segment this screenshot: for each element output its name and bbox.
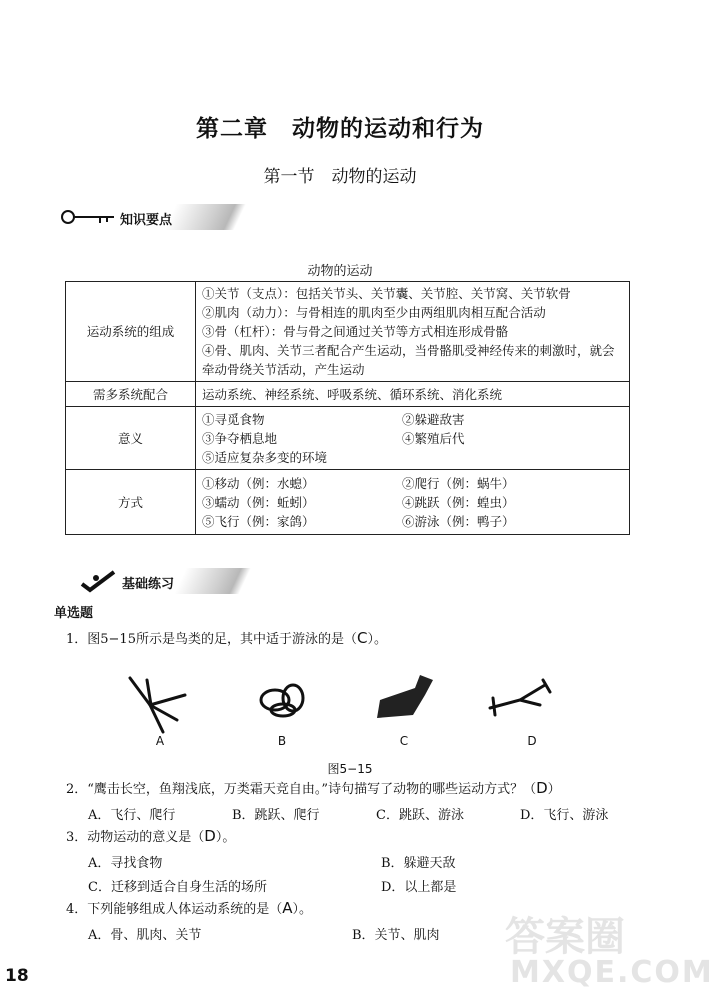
option: A．骨、肌肉、关节: [88, 928, 202, 943]
option: A．寻找食物: [88, 856, 163, 871]
option: D．以上都是: [381, 880, 457, 895]
foot-c-drawing: [377, 675, 433, 718]
page-number: 18: [5, 966, 29, 986]
option: D．飞行、游泳: [520, 808, 609, 823]
answer: C: [356, 629, 368, 647]
answer: D: [536, 779, 548, 797]
figure-label: A: [155, 734, 165, 748]
question-1: [66, 628, 387, 650]
practice-header: [80, 568, 250, 594]
figure-label: B: [277, 734, 287, 748]
knowledge-label: 知识要点: [120, 213, 173, 228]
question-stem: 1．图5−15所示是鸟类的足，其中适于游泳的是（: [66, 632, 357, 647]
table-row: [66, 470, 630, 535]
option: B．跳跃、爬行: [232, 808, 320, 823]
question-stem-end: ）: [547, 782, 561, 797]
cell: ④繁殖后代: [402, 430, 465, 446]
question-stem: 4．下列能够组成人体运动系统的是（: [66, 902, 283, 917]
question-2: [66, 778, 561, 800]
question-stem: 2．“鹰击长空，鱼翔浅底，万类霜天竞自由。”诗句描写了动物的哪些运动方式？（: [66, 782, 537, 797]
option: A．飞行、爬行: [88, 808, 176, 823]
table-title: 动物的运动: [307, 264, 373, 279]
watermark-url: MXQE.COM: [510, 955, 714, 990]
option: B．关节、肌肉: [352, 928, 440, 943]
row-head: 意义: [66, 407, 196, 470]
option: B．躲避天敌: [381, 856, 456, 871]
cell: ④跳跃（例：蝗虫）: [402, 494, 515, 510]
cell: ①寻觅食物: [202, 411, 265, 427]
key-icon: [60, 209, 116, 225]
knowledge-header: [60, 204, 250, 230]
question-stem-end: ）。: [215, 830, 236, 845]
row-head: 需多系统配合: [66, 382, 196, 407]
option: C．迁移到适合自身生活的场所: [88, 880, 267, 895]
table-row: [66, 407, 630, 470]
question-stem-end: ）。: [367, 632, 387, 647]
chapter-title: 第二章 动物的运动和行为: [196, 116, 484, 142]
question-4: [66, 898, 312, 920]
line: ③骨（杠杆）：骨与骨之间通过关节等方式相连形成骨骼: [202, 324, 509, 339]
cell: ①移动（例：水螅）: [202, 475, 315, 491]
question-stem-end: ）。: [292, 902, 313, 917]
bird-feet-figure: [115, 670, 555, 735]
single-choice-label: 单选题: [54, 606, 94, 621]
checkmark-icon: [80, 570, 116, 594]
row-content: [196, 282, 630, 382]
figure-caption: 图5−15: [327, 762, 373, 776]
figure-label: C: [399, 734, 409, 748]
section-title: 第一节 动物的运动: [263, 167, 417, 187]
table-row: [66, 282, 630, 382]
practice-label: 基础练习: [122, 577, 175, 592]
row-content: [196, 407, 630, 470]
cell: ⑤适应复杂多变的环境: [202, 449, 328, 465]
answer: D: [204, 827, 216, 845]
watermark-logo: 答案圈: [505, 914, 625, 960]
cell: ③争夺栖息地: [202, 430, 278, 446]
cell: ②爬行（例：蜗牛）: [402, 475, 515, 491]
line: ②肌肉（动力）：与骨相连的肌肉至少由两组肌肉相互配合活动: [202, 305, 546, 320]
answer: A: [282, 899, 293, 917]
row-head: 运动系统的组成: [66, 282, 196, 382]
figure-label: D: [527, 734, 537, 748]
line: ④骨、肌肉、关节三者配合产生运动，当骨骼肌受神经传来的刺激时，就会牵动骨绕关节活动，产生运动: [202, 343, 615, 377]
option: C．跳跃、游泳: [376, 808, 464, 823]
cell: ③蠕动（例：蚯蚓）: [202, 494, 315, 510]
knowledge-table: [65, 281, 630, 535]
table-row: [66, 382, 630, 407]
question-stem: 3．动物运动的意义是（: [66, 830, 205, 845]
cell: ⑥游泳（例：鸭子）: [402, 513, 515, 529]
foot-d-drawing: [490, 680, 550, 715]
row-head: 方式: [66, 470, 196, 535]
foot-b-drawing: [261, 685, 303, 716]
cell: ②躲避敌害: [402, 411, 465, 427]
row-content: [196, 470, 630, 535]
row-content: 运动系统、神经系统、呼吸系统、循环系统、消化系统: [196, 382, 630, 407]
cell: ⑤飞行（例：家鸽）: [202, 513, 315, 529]
line: ①关节（支点）：包括关节头、关节囊、关节腔、关节窝、关节软骨: [202, 286, 571, 301]
foot-a-drawing: [130, 678, 185, 732]
question-3: [66, 826, 235, 848]
